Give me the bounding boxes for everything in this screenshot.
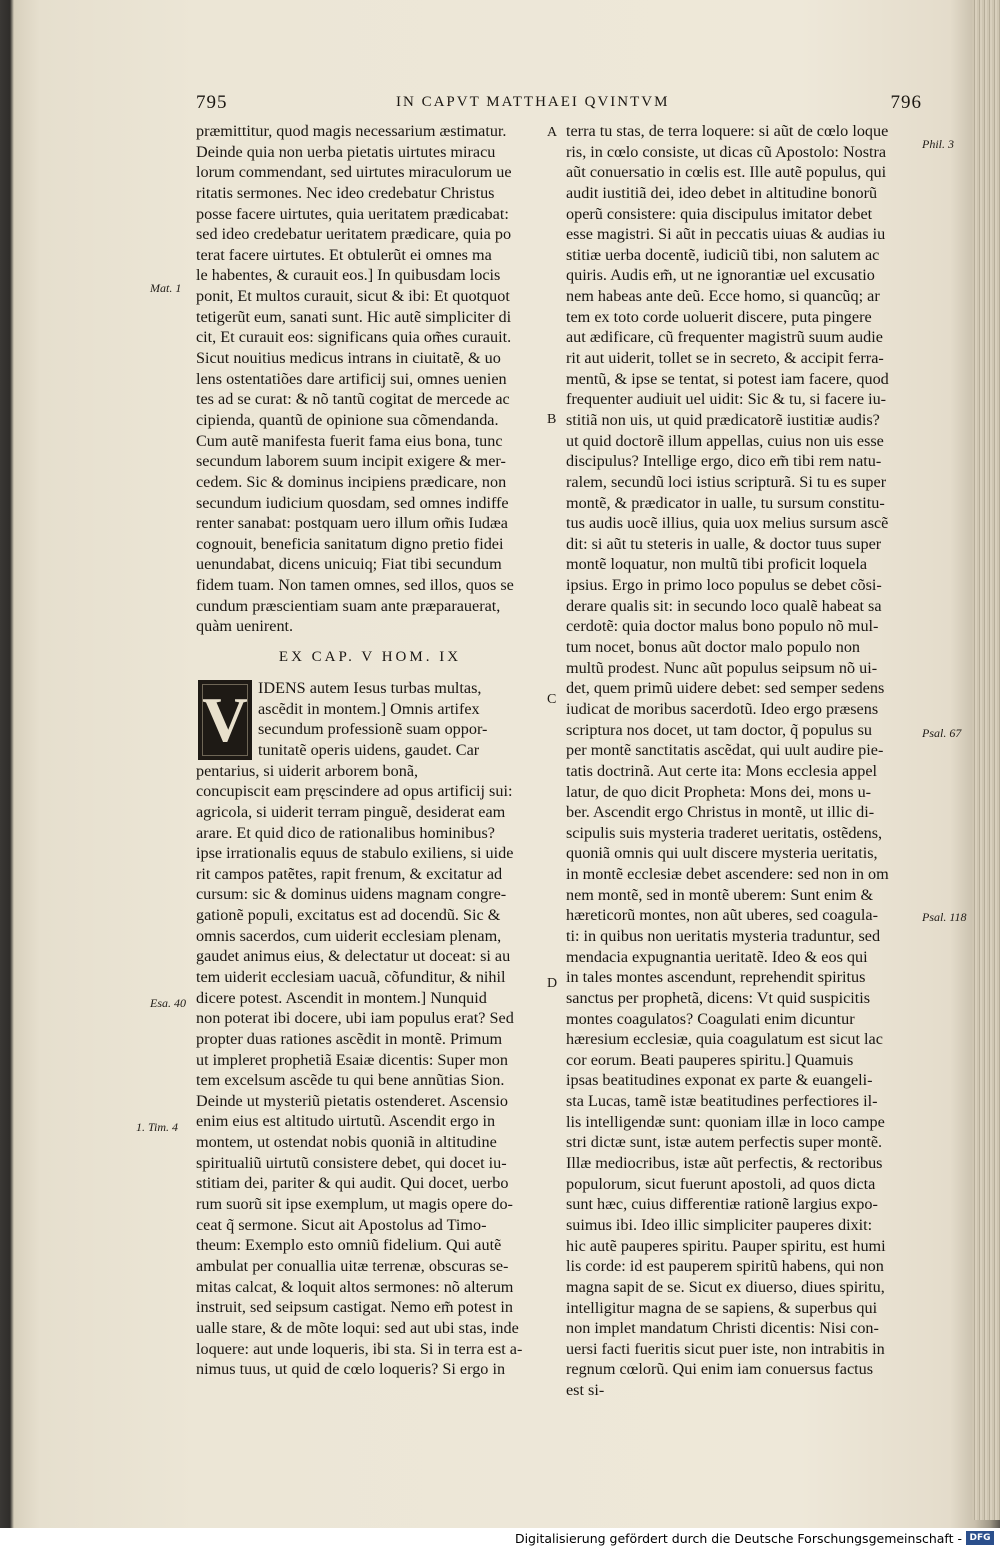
text-line: Sicut nouitius medicus intrans in ciuitatẽ, & uo	[196, 349, 501, 368]
text-line: cor eorum. Beati pauperes spiritu.] Quamuis	[566, 1050, 854, 1069]
text-line: ralem, secundũ loci istius scripturã. Si tu es super	[566, 472, 887, 491]
text-line: ambulat per conuallia uitæ terrenæ, obscuras se-	[196, 1256, 509, 1275]
text-line: tum nocet, bonus aũt doctor malo populo non	[566, 638, 861, 657]
text-line: lorum commendant, sed uirtutes miraculorum ue	[196, 163, 512, 182]
text-line: montes coagulatos? Coagulati enim dicuntur	[566, 1009, 855, 1028]
text-line: ut impleret prophetiã Esaiæ dicentis: Super mon	[196, 1050, 508, 1069]
page-number-right: 796	[890, 92, 922, 113]
text-line: secundum iudicium quosdam, sed omnes indiffe	[196, 493, 509, 512]
text-line: arare. Et quid dico de rationalibus hominibus?	[196, 823, 495, 842]
text-line: Cum autẽ manifesta fuerit fama eius bona, tunc	[196, 431, 503, 450]
text-line: omnis sacerdos, cum uiderit ecclesiam plenam,	[196, 926, 502, 945]
text-line: tes ad se curat: & nõ tantũ cogitat de mercede ac	[196, 390, 510, 409]
text-line: ascẽdit in montem.] Omnis artifex	[258, 699, 480, 718]
text-line: populorum, sicut fuerunt apostoli, ad quos dicta	[566, 1174, 876, 1193]
text-line: dicere potest. Ascendit in montem.] Nunquid	[196, 988, 487, 1007]
text-line: ponit, Et multos curauit, sicut & ibi: Et quotquot	[196, 287, 510, 306]
text-line: ipsas beatitudines exponat ex parte & euangeli-	[566, 1071, 873, 1090]
text-line: audit iustitiã dei, ideo debet in altitudine bonorũ	[566, 183, 878, 202]
text-line: quoniã omnis qui uult discere mysteria ueritatis,	[566, 844, 878, 863]
text-line: ber. Ascendit ergo Christus in montẽ, ut illic di-	[566, 803, 875, 822]
text-line: suimus ibi. Ideo illic simpliciter pauperes dixit:	[566, 1215, 873, 1234]
text-line: scipulis suis mysteria traderet ueritatis, ostẽdens,	[566, 823, 883, 842]
text-line: spiritualiũ uirtutũ consistere debet, qui docet iu-	[196, 1153, 507, 1172]
section-letter-b: B	[547, 412, 557, 427]
text-line: ritatis sermones. Nec ideo credebatur Christus	[196, 183, 495, 202]
text-line: posse facere uirtutes, quia ueritatem prædicabat:	[196, 204, 509, 223]
left-text-after-dropcap	[196, 761, 544, 1380]
text-line: concupiscit eam pręscindere ad opus artificij sui:	[196, 782, 513, 801]
text-line: frequenter audiuit uel uidit: Sic & tu, si facere iu-	[566, 390, 887, 409]
text-line: tus audis uocẽ illius, quia uox melius sursum ascẽ	[566, 514, 889, 533]
text-line: rit campos patẽtes, rapit frenum, & excitatur ad	[196, 864, 503, 883]
page-number-left: 795	[196, 92, 228, 113]
text-line: det, quem primũ uidere debet: sed semper sedens	[566, 679, 885, 698]
text-line: uenundabat, dicens unicuiq; Fiat tibi secundum	[196, 555, 502, 574]
text-line: lis corde: id est pauperem spiritũ habens, qui non	[566, 1257, 884, 1276]
text-line: scriptura nos docet, ut tam doctor, q̃ populus su	[566, 720, 872, 739]
text-line: renter sanabat: postquam uero illum om̃is Iudæa	[196, 514, 508, 533]
text-line: aut ædificare, cũ frequenter magistrũ suum audie	[566, 328, 883, 347]
left-column	[196, 121, 544, 1380]
section-letter-a: A	[547, 125, 558, 140]
text-line: rum suorũ sit ipse exemplum, ut magis opere do-	[196, 1195, 513, 1214]
funding-notice: Digitalisierung gefördert durch die Deutsche Forschungsgemeinschaft -	[514, 1531, 962, 1546]
right-column	[566, 121, 918, 1401]
text-line: rit aut uiderit, tollet se in secreto, & accipit ferra-	[566, 349, 884, 368]
text-line: nimus tuus, ut quid de cœlo loqueris? Si ergo in	[196, 1360, 506, 1379]
text-line: aũt conuersatio in cœlis est. Ille autẽ populus, qui	[566, 163, 887, 182]
text-line: pentarius, si uiderit arborem bonã,	[196, 761, 419, 780]
digitization-footer	[0, 1528, 1000, 1549]
text-line: tunitatẽ operis uidens, gaudet. Car	[258, 740, 480, 759]
text-line: operũ consistere: quia discipulus imitator debet	[566, 204, 873, 223]
text-line: quiris. Audis em̃, ut ne ignorantiæ uel excusatio	[566, 266, 875, 285]
text-line: hic autẽ pauperes spiritu. Pauper spiritu, est humi	[566, 1236, 886, 1255]
running-header	[196, 92, 922, 120]
text-line: tetigerũt eum, sanati sunt. Hic autẽ simpliciter di	[196, 307, 512, 326]
text-line: le habentes, & curauit eos.] In quibusdam locis	[196, 266, 501, 285]
text-line: cundum præscientiam suam ante præparauerat,	[196, 596, 501, 615]
text-line: nem habeas ante deũ. Ecce homo, si quancũq; ar	[566, 287, 880, 306]
text-line: uersi facti fueritis sicut puer iste, non intrabitis in	[566, 1339, 885, 1358]
text-line: lens ostentatiões dare artificij sui, omnes uenien	[196, 369, 507, 388]
text-line: ceat q̃ sermone. Sicut ait Apostolus ad Timo-	[196, 1215, 487, 1234]
section-heading: EX CAP. V HOM. IX	[278, 649, 462, 666]
text-line: cerdotẽ: quia doctor malus bono populo nõ mul-	[566, 617, 879, 636]
text-line: latur, de quo dicit Propheta: Mons dei, mons u-	[566, 782, 872, 801]
text-line: enim eius est altitudo uirtutũ. Ascendit ergo in	[196, 1112, 496, 1131]
text-line: montẽ loquatur, non multũ tibi proficit loquela	[566, 555, 868, 574]
text-line: montẽ, & prædicator in ualle, tu sursum constitu-	[566, 493, 885, 512]
text-line: iudicat de moribus sacerdotũ. Ideo ergo præsens	[566, 699, 879, 718]
text-line: secundum laborem suum incipit exigere & mer-	[196, 452, 506, 471]
text-line: mentũ, & ipse se tentat, si potest iam facere, quod	[566, 369, 889, 388]
text-line: in montẽ ecclesiæ debet ascendere: sed non in om	[566, 865, 889, 884]
margin-note-1tim4: 1. Tim. 4	[136, 1120, 179, 1134]
text-line: gaudet animus eius, & delectatur ut doceat: si au	[196, 947, 511, 966]
margin-note-psal118: Psal. 118	[922, 910, 967, 924]
dfg-logo: DFG	[966, 1531, 994, 1545]
text-line: mendacia expugnantia ueritatẽ. Ideo & eos qui	[566, 947, 868, 966]
text-line: cedem. Sic & dominus incipiens prædicare, non	[196, 472, 507, 491]
text-line: multũ prodest. Nunc aũt populus seipsum nõ ui-	[566, 658, 878, 677]
text-line: sunt hæc, cuius differentiæ rationẽ largius expo-	[566, 1195, 878, 1214]
text-line: sta Lucas, tamẽ istæ beatitudines perfectiores il-	[566, 1092, 878, 1111]
text-line: loquere: aut unde loqueris, ibi sta. Si in terra est a-	[196, 1339, 523, 1358]
text-line: hæresium ecclesiæ, quia coagulatum est sicut lac	[566, 1030, 883, 1049]
text-line: tem ex toto corde uoluerit discere, puta pingere	[566, 307, 872, 326]
text-line: cipienda, quantũ de opinione sua cõmendanda.	[196, 410, 499, 429]
text-line: instruit, sed seipsum castigat. Nemo em̃ potest in	[196, 1298, 513, 1317]
text-line: Deinde quia non uerba pietatis uirtutes miracu	[196, 142, 496, 161]
text-line: agricola, si uiderit terram pinguẽ, desiderat eam	[196, 802, 506, 821]
text-line: tem uiderit ecclesiam uacuã, cõfunditur, & nihil	[196, 967, 506, 986]
text-line: dit: si aũt tu steteris in ualle, & doctor tuus super	[566, 534, 882, 553]
text-line: sanctus per prophetã, dicens: Vt quid suspicitis	[566, 988, 871, 1007]
text-line: tem excelsum ascẽde tu qui bene annũtias Sion.	[196, 1071, 505, 1090]
text-line: discipulus? Intellige ergo, dico em̃ tibi rem natu-	[566, 452, 882, 471]
text-line: stri dictæ sunt, istæ autem perfectis super montẽ.	[566, 1133, 883, 1152]
text-line: theum: Exemplo esto omniũ fidelium. Qui autẽ	[196, 1236, 502, 1255]
text-line: ipse irrationalis equus de stabulo exiliens, si uide	[196, 844, 514, 863]
text-line: ris, in cœlo consiste, ut dicas cũ Apostolo: Nostra	[566, 142, 887, 161]
text-line: derare qualis sit: in secundo loco qualẽ habeat sa	[566, 596, 882, 615]
text-line: præmittitur, quod magis necessarium æstimatur.	[196, 122, 507, 140]
text-line: intelligitur magna de se sapiens, & superbus qui	[566, 1298, 878, 1317]
text-line: propter duas rationes ascẽdit in montẽ. Primum	[196, 1029, 503, 1048]
margin-note-esa40: Esa. 40	[150, 996, 186, 1010]
text-line: ut quid doctorẽ illum appellas, cuius non uis esse	[566, 431, 884, 450]
text-line: magna sapit de se. Sicut ex diuerso, diues spiritu,	[566, 1277, 885, 1296]
text-line: fidem tuam. Non tamen omnes, sed illos, quos se	[196, 576, 514, 595]
margin-note-psal67: Psal. 67	[922, 726, 962, 740]
text-line: nem montẽ, sed in montẽ uberem: Sunt enim &	[566, 885, 874, 904]
text-line: stitiæ uerba docentẽ, iudiciũ tibi, non salutem ac	[566, 245, 880, 264]
text-line: montem, ut ostendat nobis quoniã in altitudine	[196, 1133, 497, 1152]
text-line: stitiam dei, pariter & qui audit. Qui docet, uerbo	[196, 1174, 509, 1193]
margin-note-mat1: Mat. 1	[150, 281, 182, 295]
text-line: mitas calcat, & loquit altos sermones: nõ alterum	[196, 1277, 514, 1296]
page-edge	[972, 0, 1000, 1520]
text-line: terat facere uirtutes. Et obtulerũt ei omnes ma	[196, 245, 492, 264]
text-line: per montẽ sanctitatis ascẽdat, qui uult audire pie-	[566, 741, 884, 760]
text-line: quàm uenirent.	[196, 617, 294, 636]
text-line: in tales montes ascendunt, reprehendit spiritus	[566, 968, 866, 987]
text-line: sed ideo credebatur ueritatem prædicare, quia po	[196, 225, 512, 244]
section-letter-d: D	[547, 976, 558, 991]
text-line: lis intelligendæ sunt: quoniam illæ in loco campe	[566, 1112, 885, 1131]
running-title: IN CAPVT MATTHAEI QVINTVM	[396, 94, 670, 110]
text-line: cognouit, beneficia sanitatum digno pretio fidei	[196, 534, 504, 553]
margin-note-phil3: Phil. 3	[922, 137, 954, 151]
text-line: ti: in quibus non ueritatis mysteria traduntur, sed	[566, 926, 881, 945]
text-line: Deinde ut mysteriũ pietatis ostenderet. Ascensio	[196, 1091, 508, 1110]
text-line: est si-	[566, 1381, 605, 1400]
text-line: ipsius. Ergo in primo loco populus se debet cõsi-	[566, 576, 882, 595]
section-letter-c: C	[547, 692, 557, 707]
dropcap-paragraph	[196, 678, 544, 761]
text-line: gationẽ populi, excitatus est ad docendũ. Sic &	[196, 906, 501, 925]
text-line: Illæ mediocribus, istæ aũt perfectis, & rectoribus	[566, 1154, 883, 1173]
text-line: secundum professionẽ suam oppor-	[258, 720, 488, 739]
text-line: tatis doctrinã. Aut certe ita: Mons ecclesia appel	[566, 761, 878, 780]
text-line: ualle stare, & de mõte loqui: sed aut ubi stas, inde	[196, 1318, 519, 1337]
text-line: IDENS autem Iesus turbas multas,	[258, 679, 482, 698]
left-text-before-heading	[196, 121, 544, 637]
text-line: stitiã non uis, ut quid prædicatorẽ iustitiæ audis?	[566, 410, 880, 429]
text-line: regnum cœlorũ. Qui enim iam conuersus factus	[566, 1360, 874, 1379]
text-line: hæreticorũ montes, non aũt uberes, sed coagula-	[566, 906, 878, 925]
text-line: esse magistri. Si aũt in peccatis uiuas & audias iu	[566, 225, 886, 244]
decorated-initial: V	[198, 680, 252, 760]
text-line: cit, Et curauit eos: significans quia om̃es curauit.	[196, 328, 512, 347]
text-line: non implet mandatum Christi dicentis: Nisi con-	[566, 1319, 879, 1338]
text-line: cursum: sic & dominus uidens magnam congre-	[196, 885, 507, 904]
text-line: terra tu stas, de terra loquere: si aũt de cœlo loque	[566, 122, 889, 140]
text-line: non poterat ibi docere, ubi iam populus erat? Sed	[196, 1009, 514, 1028]
